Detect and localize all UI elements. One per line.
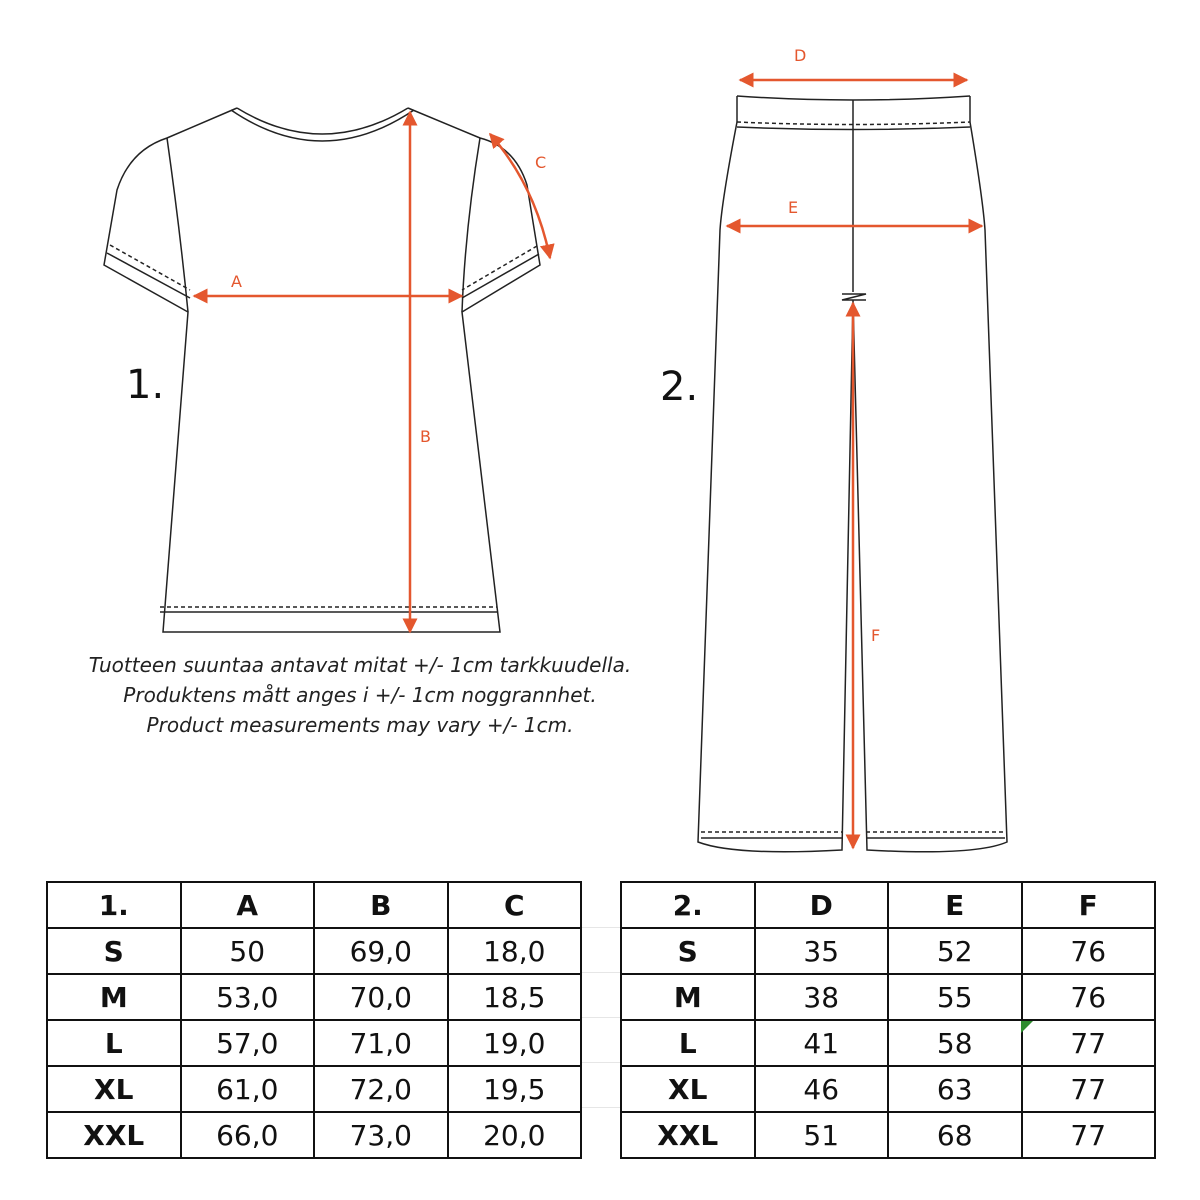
size-cell: S xyxy=(47,928,181,974)
table-row xyxy=(47,928,581,974)
header-cell: F xyxy=(1022,882,1156,928)
table-row xyxy=(621,928,1155,974)
gap-line xyxy=(582,1017,620,1018)
table-row xyxy=(47,1066,581,1112)
size-table-top xyxy=(46,881,582,1159)
value-cell: 19,0 xyxy=(448,1020,582,1066)
value-cell: 69,0 xyxy=(314,928,448,974)
value-cell: 53,0 xyxy=(181,974,315,1020)
table-row xyxy=(47,1112,581,1158)
gap-line xyxy=(582,1062,620,1063)
value-cell: 76 xyxy=(1022,974,1156,1020)
value-cell: 41 xyxy=(755,1020,889,1066)
value-cell: 35 xyxy=(755,928,889,974)
size-cell: L xyxy=(621,1020,755,1066)
header-cell: D xyxy=(755,882,889,928)
cell-corner-marker xyxy=(1021,1021,1033,1033)
value-cell: 71,0 xyxy=(314,1020,448,1066)
value-cell: 72,0 xyxy=(314,1066,448,1112)
label-e: E xyxy=(788,198,799,217)
tshirt-measure-lines xyxy=(194,112,550,632)
figure-1-number: 1. xyxy=(126,362,165,408)
value-cell: 73,0 xyxy=(314,1112,448,1158)
table-row xyxy=(47,974,581,1020)
header-cell: E xyxy=(888,882,1022,928)
size-table-pants xyxy=(620,881,1156,1159)
table-row xyxy=(621,1020,1155,1066)
value-cell: 58 xyxy=(888,1020,1022,1066)
label-b: B xyxy=(420,427,431,446)
value-cell: 61,0 xyxy=(181,1066,315,1112)
header-cell: B xyxy=(314,882,448,928)
size-cell: L xyxy=(47,1020,181,1066)
value-cell: 18,0 xyxy=(448,928,582,974)
gap-line xyxy=(582,972,620,973)
label-c: C xyxy=(535,153,547,172)
size-cell: M xyxy=(621,974,755,1020)
size-cell: S xyxy=(621,928,755,974)
size-cell: XL xyxy=(621,1066,755,1112)
value-cell: 52 xyxy=(888,928,1022,974)
pants-measure-lines xyxy=(727,80,982,848)
value-cell: 18,5 xyxy=(448,974,582,1020)
label-a: A xyxy=(231,272,242,291)
value-cell: 50 xyxy=(181,928,315,974)
header-cell: C xyxy=(448,882,582,928)
table-row xyxy=(621,1112,1155,1158)
value-cell: 77 xyxy=(1022,1112,1156,1158)
note-line-finnish: Tuotteen suuntaa antavat mitat +/- 1cm tarkkuudella. xyxy=(88,653,632,677)
value-cell: 63 xyxy=(888,1066,1022,1112)
header-cell: A xyxy=(181,882,315,928)
table-row xyxy=(621,1066,1155,1112)
gap-line xyxy=(582,927,620,928)
size-cell: XXL xyxy=(621,1112,755,1158)
value-cell: 76 xyxy=(1022,928,1156,974)
table-header-row xyxy=(47,882,581,928)
note-line-english: Product measurements may vary +/- 1cm. xyxy=(146,713,574,737)
size-cell: XXL xyxy=(47,1112,181,1158)
value-cell: 68 xyxy=(888,1112,1022,1158)
size-cell: XL xyxy=(47,1066,181,1112)
figure-2-number: 2. xyxy=(660,364,699,410)
value-cell: 70,0 xyxy=(314,974,448,1020)
header-cell: 1. xyxy=(47,882,181,928)
value-cell: 66,0 xyxy=(181,1112,315,1158)
table-gap xyxy=(582,883,620,1155)
value-cell: 38 xyxy=(755,974,889,1020)
table-row xyxy=(47,1020,581,1066)
value-cell: 46 xyxy=(755,1066,889,1112)
value-cell: 51 xyxy=(755,1112,889,1158)
label-f: F xyxy=(871,626,881,645)
value-cell: 77 xyxy=(1022,1066,1156,1112)
size-cell: M xyxy=(47,974,181,1020)
value-cell: 20,0 xyxy=(448,1112,582,1158)
measurement-note xyxy=(50,650,670,740)
value-cell: 57,0 xyxy=(181,1020,315,1066)
value-cell: 77 xyxy=(1022,1020,1156,1066)
value-cell: 55 xyxy=(888,974,1022,1020)
header-cell: 2. xyxy=(621,882,755,928)
table-header-row xyxy=(621,882,1155,928)
gap-line xyxy=(582,1107,620,1108)
label-d: D xyxy=(794,46,807,65)
value-cell: 19,5 xyxy=(448,1066,582,1112)
note-line-swedish: Produktens mått anges i +/- 1cm noggrannhet. xyxy=(123,683,597,707)
table-row xyxy=(621,974,1155,1020)
tshirt-drawing xyxy=(104,108,540,632)
